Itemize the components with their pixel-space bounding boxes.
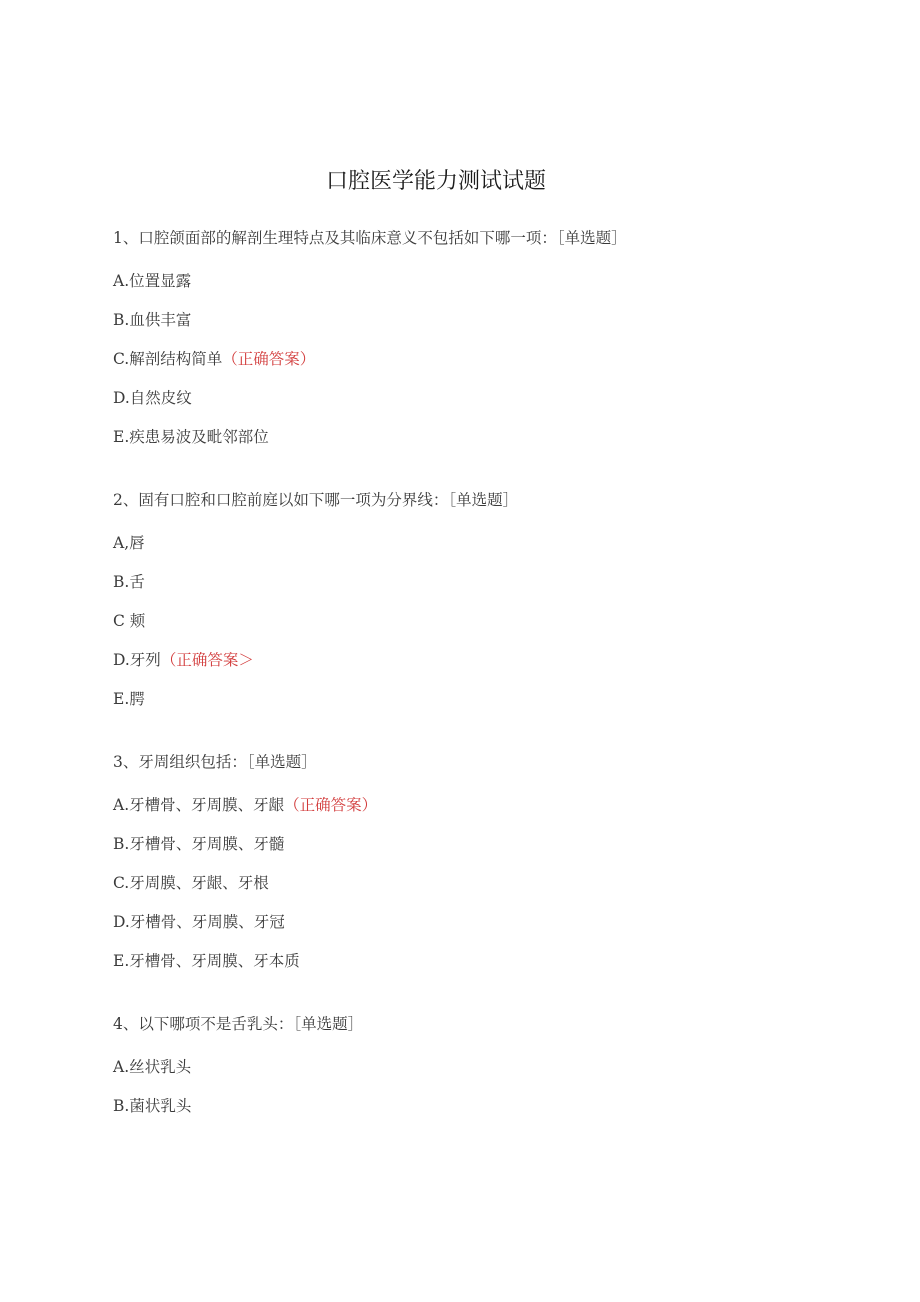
option-item <box>113 571 145 593</box>
correct-answer-mark: （正确答案＞ <box>160 651 254 669</box>
option-item <box>113 649 254 671</box>
option-item <box>113 1095 191 1117</box>
option-item <box>113 688 145 710</box>
option-item <box>113 532 145 554</box>
option-text: E.牙槽骨、牙周膜、牙本质 <box>113 952 300 970</box>
option-item <box>113 426 269 448</box>
option-text: A.位置显露 <box>113 272 192 290</box>
option-item <box>113 950 300 972</box>
option-item <box>113 911 285 933</box>
option-text: A.丝状乳头 <box>113 1058 192 1076</box>
option-text: A.牙槽骨、牙周膜、牙龈 <box>113 796 285 814</box>
option-text: B.牙槽骨、牙周膜、牙髓 <box>113 835 285 853</box>
option-item <box>113 872 269 894</box>
option-text: D.牙槽骨、牙周膜、牙冠 <box>113 913 285 931</box>
option-text: C.解剖结构简单 <box>113 350 223 368</box>
option-item <box>113 270 191 292</box>
option-text: E.腭 <box>113 690 145 708</box>
option-text: B.舌 <box>113 573 145 591</box>
question-stem: 4、以下哪项不是舌乳头：［单选题］ <box>113 1015 364 1033</box>
question-stem: 3、牙周组织包括：［单选题］ <box>113 753 317 771</box>
option-text: C 颊 <box>113 612 146 630</box>
option-text: D.牙列 <box>113 651 161 669</box>
correct-answer-mark: （正确答案） <box>284 796 378 814</box>
option-item <box>113 309 191 331</box>
option-text: B.菌状乳头 <box>113 1097 192 1115</box>
question-stem: 1、口腔颌面部的解剖生理特点及其临床意义不包括如下哪一项：［单选题］ <box>113 229 627 247</box>
option-text: B.血供丰富 <box>113 311 192 329</box>
page-title: 口腔医学能力测试试题 <box>325 169 546 194</box>
option-text: E.疾患易波及毗邻部位 <box>113 428 269 446</box>
option-item <box>113 348 315 370</box>
option-item <box>113 610 145 632</box>
question-stem: 2、固有口腔和口腔前庭以如下哪一项为分界线：［单选题］ <box>113 491 519 509</box>
correct-answer-mark: （正确答案） <box>222 350 316 368</box>
option-item <box>113 1056 191 1078</box>
option-item <box>113 387 192 409</box>
option-text: A,唇 <box>113 534 145 552</box>
option-item <box>113 794 377 816</box>
option-item <box>113 833 284 855</box>
option-text: C.牙周膜、牙龈、牙根 <box>113 874 269 892</box>
option-text: D.自然皮纹 <box>113 389 192 407</box>
